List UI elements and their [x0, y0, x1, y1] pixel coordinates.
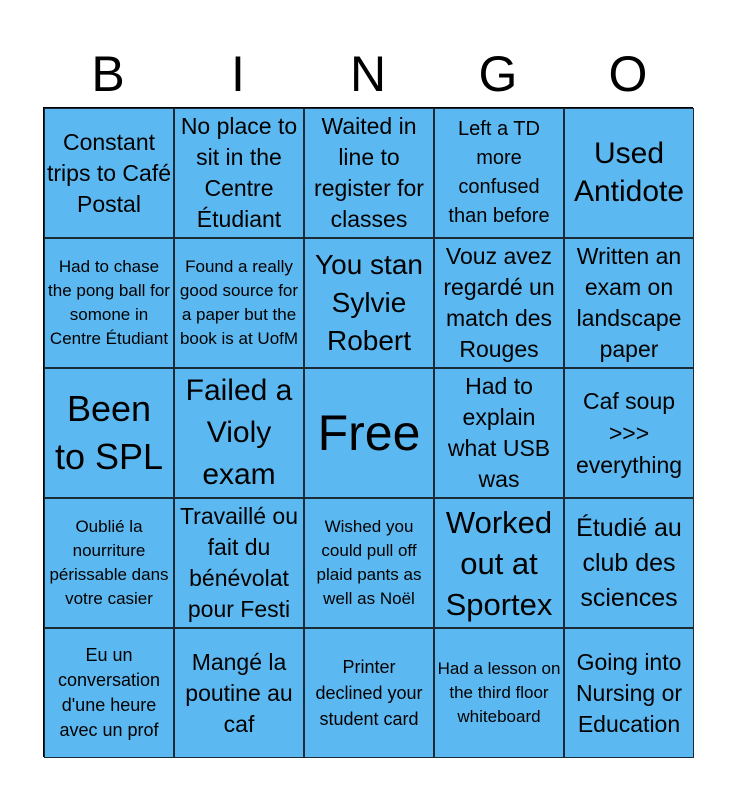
bingo-cell[interactable] — [304, 498, 434, 628]
bingo-cell[interactable] — [174, 238, 304, 368]
cell-text: Vouz avez regardé un match des Rouges — [443, 243, 555, 362]
bingo-cell[interactable] — [44, 498, 174, 628]
bingo-board — [43, 107, 693, 757]
bingo-cell[interactable] — [174, 368, 304, 498]
cell-text: You stan Sylvie Robert — [315, 249, 423, 356]
cell-text: Written an exam on landscape paper — [576, 243, 682, 362]
cell-text: Found a really good source for a paper but the book is at UofM — [179, 257, 299, 348]
bingo-header — [43, 40, 693, 108]
cell-text: Worked out at Sportex — [445, 504, 553, 622]
bingo-cell[interactable] — [304, 238, 434, 368]
header-letter-g: G — [478, 46, 518, 102]
bingo-cell[interactable] — [44, 238, 174, 368]
bingo-cell[interactable] — [44, 108, 174, 238]
free-space-label: Free — [317, 405, 421, 461]
cell-text: Had to explain what USB was — [447, 373, 551, 492]
cell-text: Constant trips to Café Postal — [47, 128, 171, 217]
bingo-cell[interactable] — [174, 498, 304, 628]
bingo-cell[interactable] — [564, 108, 694, 238]
bingo-cell[interactable] — [434, 498, 564, 628]
header-letter-n: N — [349, 46, 387, 102]
bingo-cell[interactable] — [434, 238, 564, 368]
bingo-cell[interactable] — [44, 368, 174, 498]
bingo-cell[interactable] — [304, 108, 434, 238]
header-letter-i: I — [231, 46, 245, 102]
cell-text: Mangé la poutine au caf — [185, 648, 293, 737]
bingo-cell[interactable] — [304, 628, 434, 758]
cell-text: Been to SPL — [54, 388, 164, 477]
cell-text: No place to sit in the Centre Étudiant — [180, 113, 298, 232]
cell-text: Left a TD more confused than before — [448, 118, 550, 227]
cell-text: Travaillé ou fait du bénévolat pour Festi — [179, 503, 299, 622]
cell-text: Failed a Violy exam — [185, 374, 293, 491]
bingo-cell[interactable] — [564, 498, 694, 628]
cell-text: Had a lesson on the third floor whiteboard — [437, 659, 561, 726]
free-space-cell[interactable] — [304, 368, 434, 498]
bingo-cell[interactable] — [44, 628, 174, 758]
bingo-cell[interactable] — [434, 368, 564, 498]
cell-text: Waited in line to register for classes — [314, 113, 424, 232]
cell-text: Had to chase the pong ball for somone in Centre Étudiant — [48, 257, 170, 348]
cell-text: Étudié au club des sciences — [576, 513, 682, 612]
bingo-cell[interactable] — [564, 238, 694, 368]
bingo-cell[interactable] — [174, 108, 304, 238]
bingo-cell[interactable] — [564, 628, 694, 758]
header-letter-b: B — [91, 46, 125, 102]
cell-text: Wished you could pull off plaid pants as well as Noël — [316, 517, 422, 608]
cell-text: Printer declined your student card — [315, 657, 423, 729]
bingo-cell[interactable] — [434, 108, 564, 238]
cell-text: Eu un conversation d'une heure avec un prof — [57, 645, 161, 740]
bingo-cell[interactable] — [564, 368, 694, 498]
bingo-cell[interactable] — [434, 628, 564, 758]
header-letter-o: O — [608, 46, 648, 102]
cell-text: Caf soup >>> everything — [575, 388, 683, 478]
bingo-cell[interactable] — [174, 628, 304, 758]
cell-text: Going into Nursing or Education — [575, 648, 683, 737]
cell-text: Used Antidote — [573, 137, 685, 208]
cell-text: Oublié la nourriture périssable dans votre casier — [49, 517, 169, 608]
